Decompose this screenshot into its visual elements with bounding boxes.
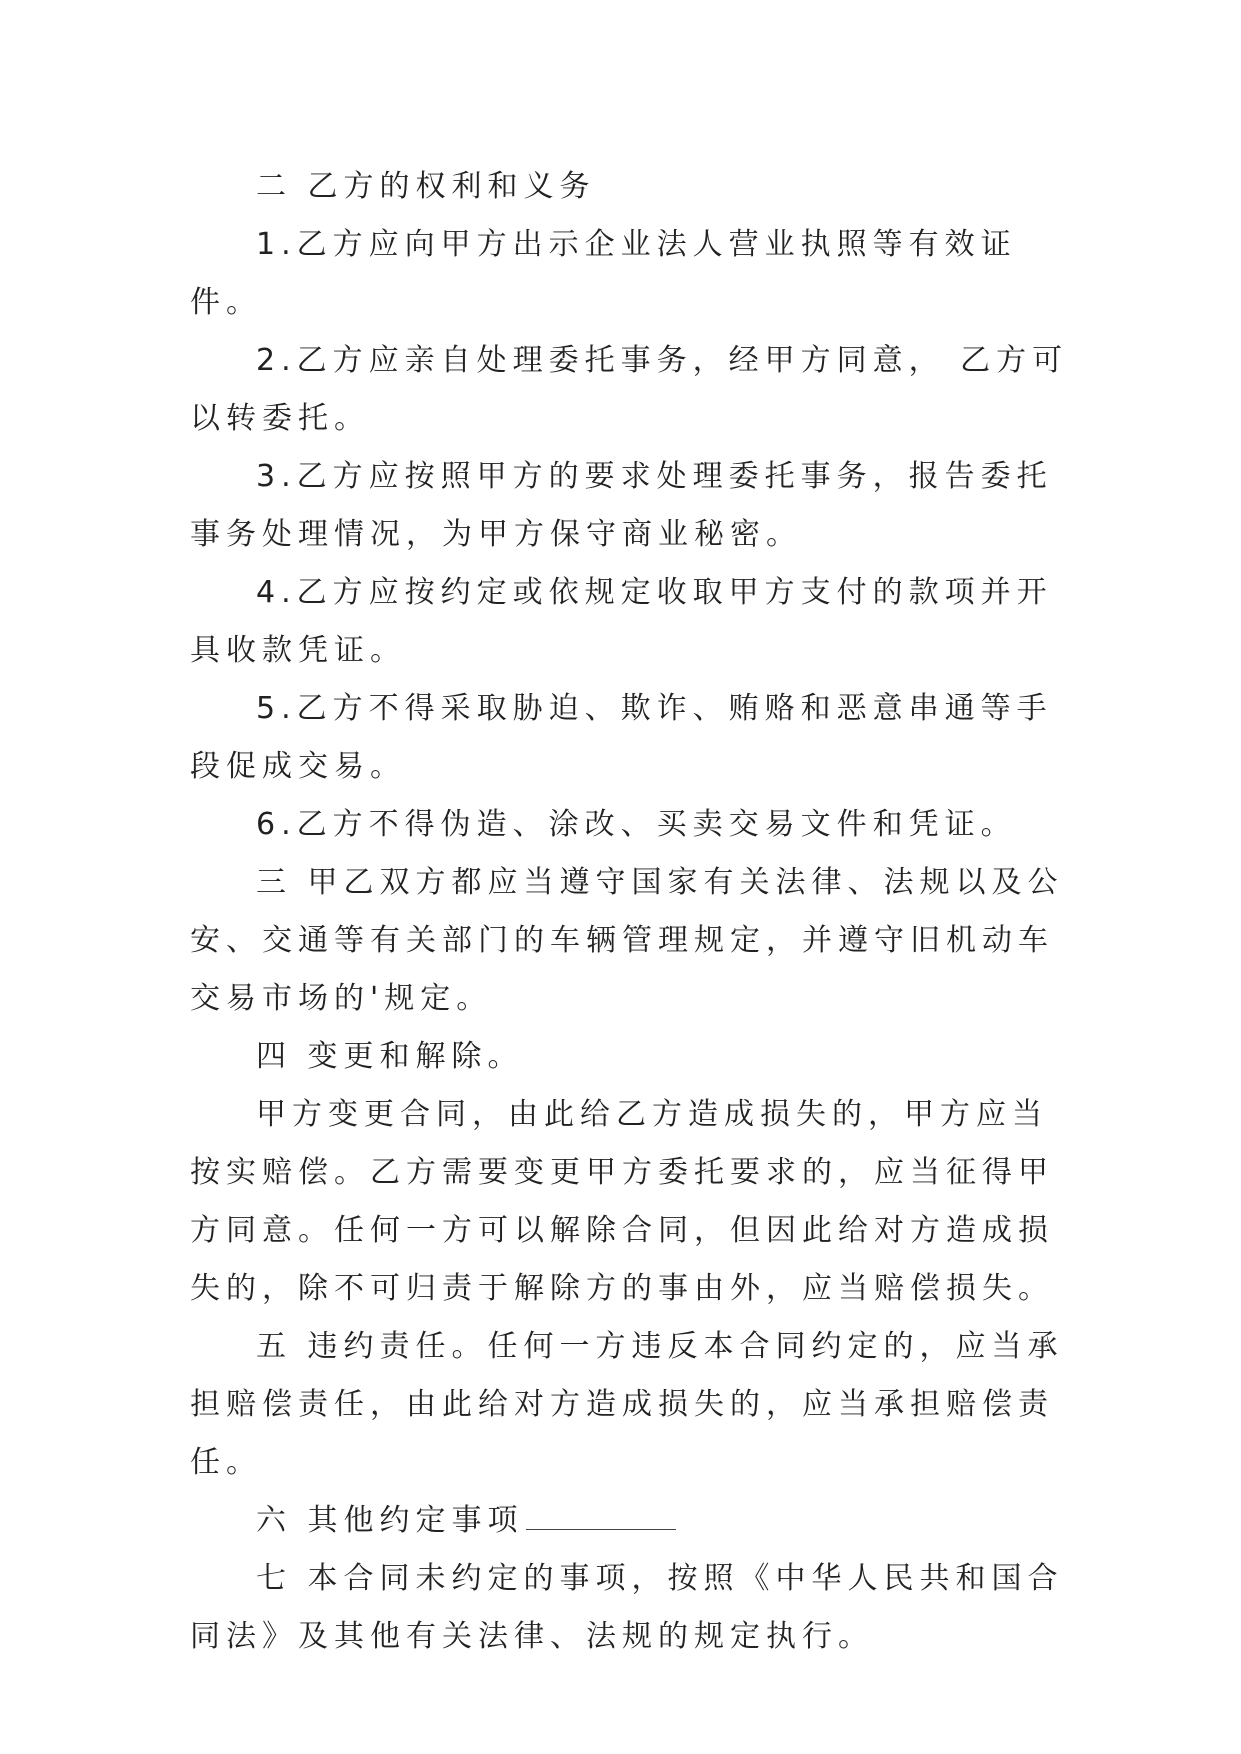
document-body	[190, 158, 1070, 1666]
clause-3: 3.乙方应按照甲方的要求处理委托事务，报告委托事务处理情况，为甲方保守商业秘密。	[190, 459, 1053, 552]
clause-5: 5.乙方不得采取胁迫、欺诈、贿赂和恶意串通等手段促成交易。	[190, 691, 1053, 784]
section-5: 五 违约责任。任何一方违反本合同约定的，应当承担赔偿责任，由此给对方造成损失的，应当承担赔偿责任。	[190, 1329, 1064, 1480]
section-heading-4: 四 变更和解除。	[256, 1039, 524, 1074]
fill-in-blank-line	[526, 1499, 676, 1530]
clause-4: 4.乙方应按约定或依规定收取甲方支付的款项并开具收款凭证。	[190, 575, 1053, 668]
section-6	[190, 1492, 1070, 1550]
section-4-body: 甲方变更合同，由此给乙方造成损失的，甲方应当按实赔偿。乙方需要变更甲方委托要求的，应当征得甲方同意。任何一方可以解除合同，但因此给对方造成损失的，除不可归责于解除方的事由外，应当赔偿损失。	[190, 1097, 1054, 1306]
clause-6: 6.乙方不得伪造、涂改、买卖交易文件和凭证。	[256, 807, 1017, 842]
clause-2: 2.乙方应亲自处理委托事务，经甲方同意， 乙方可以转委托。	[190, 343, 1069, 436]
section-6-text: 六 其他约定事项	[256, 1503, 524, 1538]
section-heading-2: 二 乙方的权利和义务	[256, 169, 596, 204]
clause-1: 1.乙方应向甲方出示企业法人营业执照等有效证件。	[190, 227, 1017, 320]
section-7: 七 本合同未约定的事项，按照《中华人民共和国合同法》及其他有关法律、法规的规定执行。	[190, 1561, 1064, 1654]
section-3: 三 甲乙双方都应当遵守国家有关法律、法规以及公安、交通等有关部门的车辆管理规定，并遵守旧机动车交易市场的'规定。	[190, 865, 1064, 1016]
